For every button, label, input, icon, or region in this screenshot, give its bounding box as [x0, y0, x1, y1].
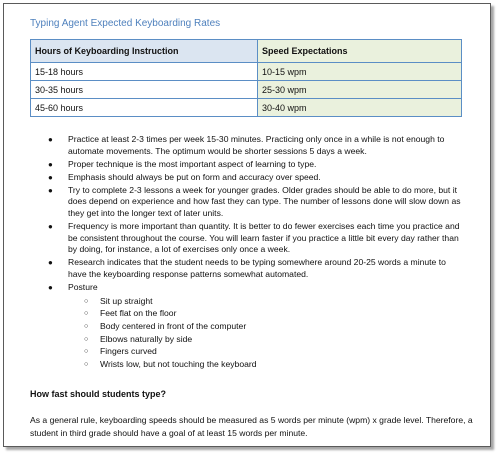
posture-item-text: Wrists low, but not touching the keyboard: [100, 358, 257, 369]
list-item: [44, 221, 464, 256]
list-item-text: Try to complete 2-3 lessons a week for younger grades. Older grades should be able to do more, but it does depend on experience and how fast they can type. The number of lessons done will slow down as they get into the longer text of later units.: [68, 184, 461, 219]
document-title: Typing Agent Expected Keyboarding Rates: [30, 18, 221, 29]
posture-item: [84, 296, 464, 308]
circle-bullet-icon: ○: [84, 348, 89, 356]
posture-item: [84, 359, 464, 371]
table-cell: 25-30 wpm: [258, 81, 462, 99]
posture-item: [84, 346, 464, 358]
posture-item-text: Feet flat on the floor: [100, 308, 177, 319]
table-row: [31, 63, 462, 81]
posture-item: [84, 308, 464, 320]
bullet-icon: ●: [48, 172, 53, 182]
tips-list: [44, 134, 464, 372]
bullet-icon: ●: [48, 283, 53, 293]
circle-bullet-icon: ○: [84, 310, 89, 318]
table-cell: 45-60 hours: [31, 99, 258, 117]
list-item-text: Posture: [68, 282, 98, 293]
circle-bullet-icon: ○: [84, 335, 89, 343]
table-header-row: [31, 40, 462, 63]
list-item: [44, 159, 464, 171]
table-header-cell: Speed Expectations: [258, 40, 462, 63]
posture-item-text: Fingers curved: [100, 346, 157, 357]
posture-item: [84, 334, 464, 346]
list-item-text: Emphasis should always be put on form and accuracy over speed.: [68, 171, 321, 182]
list-item: [44, 257, 464, 280]
list-item: [44, 185, 464, 220]
bullet-icon: ●: [48, 222, 53, 232]
table-cell: 30-40 wpm: [258, 99, 462, 117]
bullet-icon: ●: [48, 185, 53, 195]
table-cell: 30-35 hours: [31, 81, 258, 99]
keyboarding-rates-table: [30, 39, 462, 117]
table-row: [31, 81, 462, 99]
list-item-text: Research indicates that the student needs to be typing somewhere around 20-25 words a minute to have the keyboarding response patterns somewhat automated.: [68, 257, 446, 280]
posture-item-text: Sit up straight: [100, 295, 153, 306]
posture-item: [84, 321, 464, 333]
bullet-icon: ●: [48, 135, 53, 144]
list-item-text: Proper technique is the most important aspect of learning to type.: [68, 158, 317, 169]
circle-bullet-icon: ○: [84, 297, 89, 305]
bullet-icon: ●: [48, 258, 53, 268]
body-paragraph: As a general rule, keyboarding speeds should be measured as 5 words per minute (wpm) x grade level. Therefore, a student in third grade should have a goal of at least 15 words per minute.: [30, 415, 473, 438]
table-cell: 10-15 wpm: [258, 63, 462, 81]
section-heading: How fast should students type?: [30, 389, 167, 399]
table-cell: 15-18 hours: [31, 63, 258, 81]
table-row: [31, 99, 462, 117]
table-header-cell: Hours of Keyboarding Instruction: [31, 40, 258, 63]
bullet-icon: ●: [48, 159, 53, 169]
document-page: [3, 3, 491, 447]
posture-list: [68, 296, 464, 371]
posture-item-text: Elbows naturally by side: [100, 333, 193, 344]
list-item: [44, 282, 464, 370]
circle-bullet-icon: ○: [84, 322, 89, 330]
list-item: [44, 172, 464, 184]
list-item-text: Frequency is more important than quantity. It is better to do fewer exercises each time you practice and be consistent throughout the course. You will learn faster if you practice a little bit every day rather than by doing, for instance, a lot of exercises only once a week.: [68, 221, 460, 255]
list-item-text: Practice at least 2-3 times per week 15-30 minutes. Practicing only once in a while is not enough to automate movements. The optimum would be shorter sessions 5 days a week.: [68, 134, 445, 156]
circle-bullet-icon: ○: [84, 360, 89, 368]
posture-item-text: Body centered in front of the computer: [100, 320, 247, 331]
list-item: [44, 134, 464, 157]
